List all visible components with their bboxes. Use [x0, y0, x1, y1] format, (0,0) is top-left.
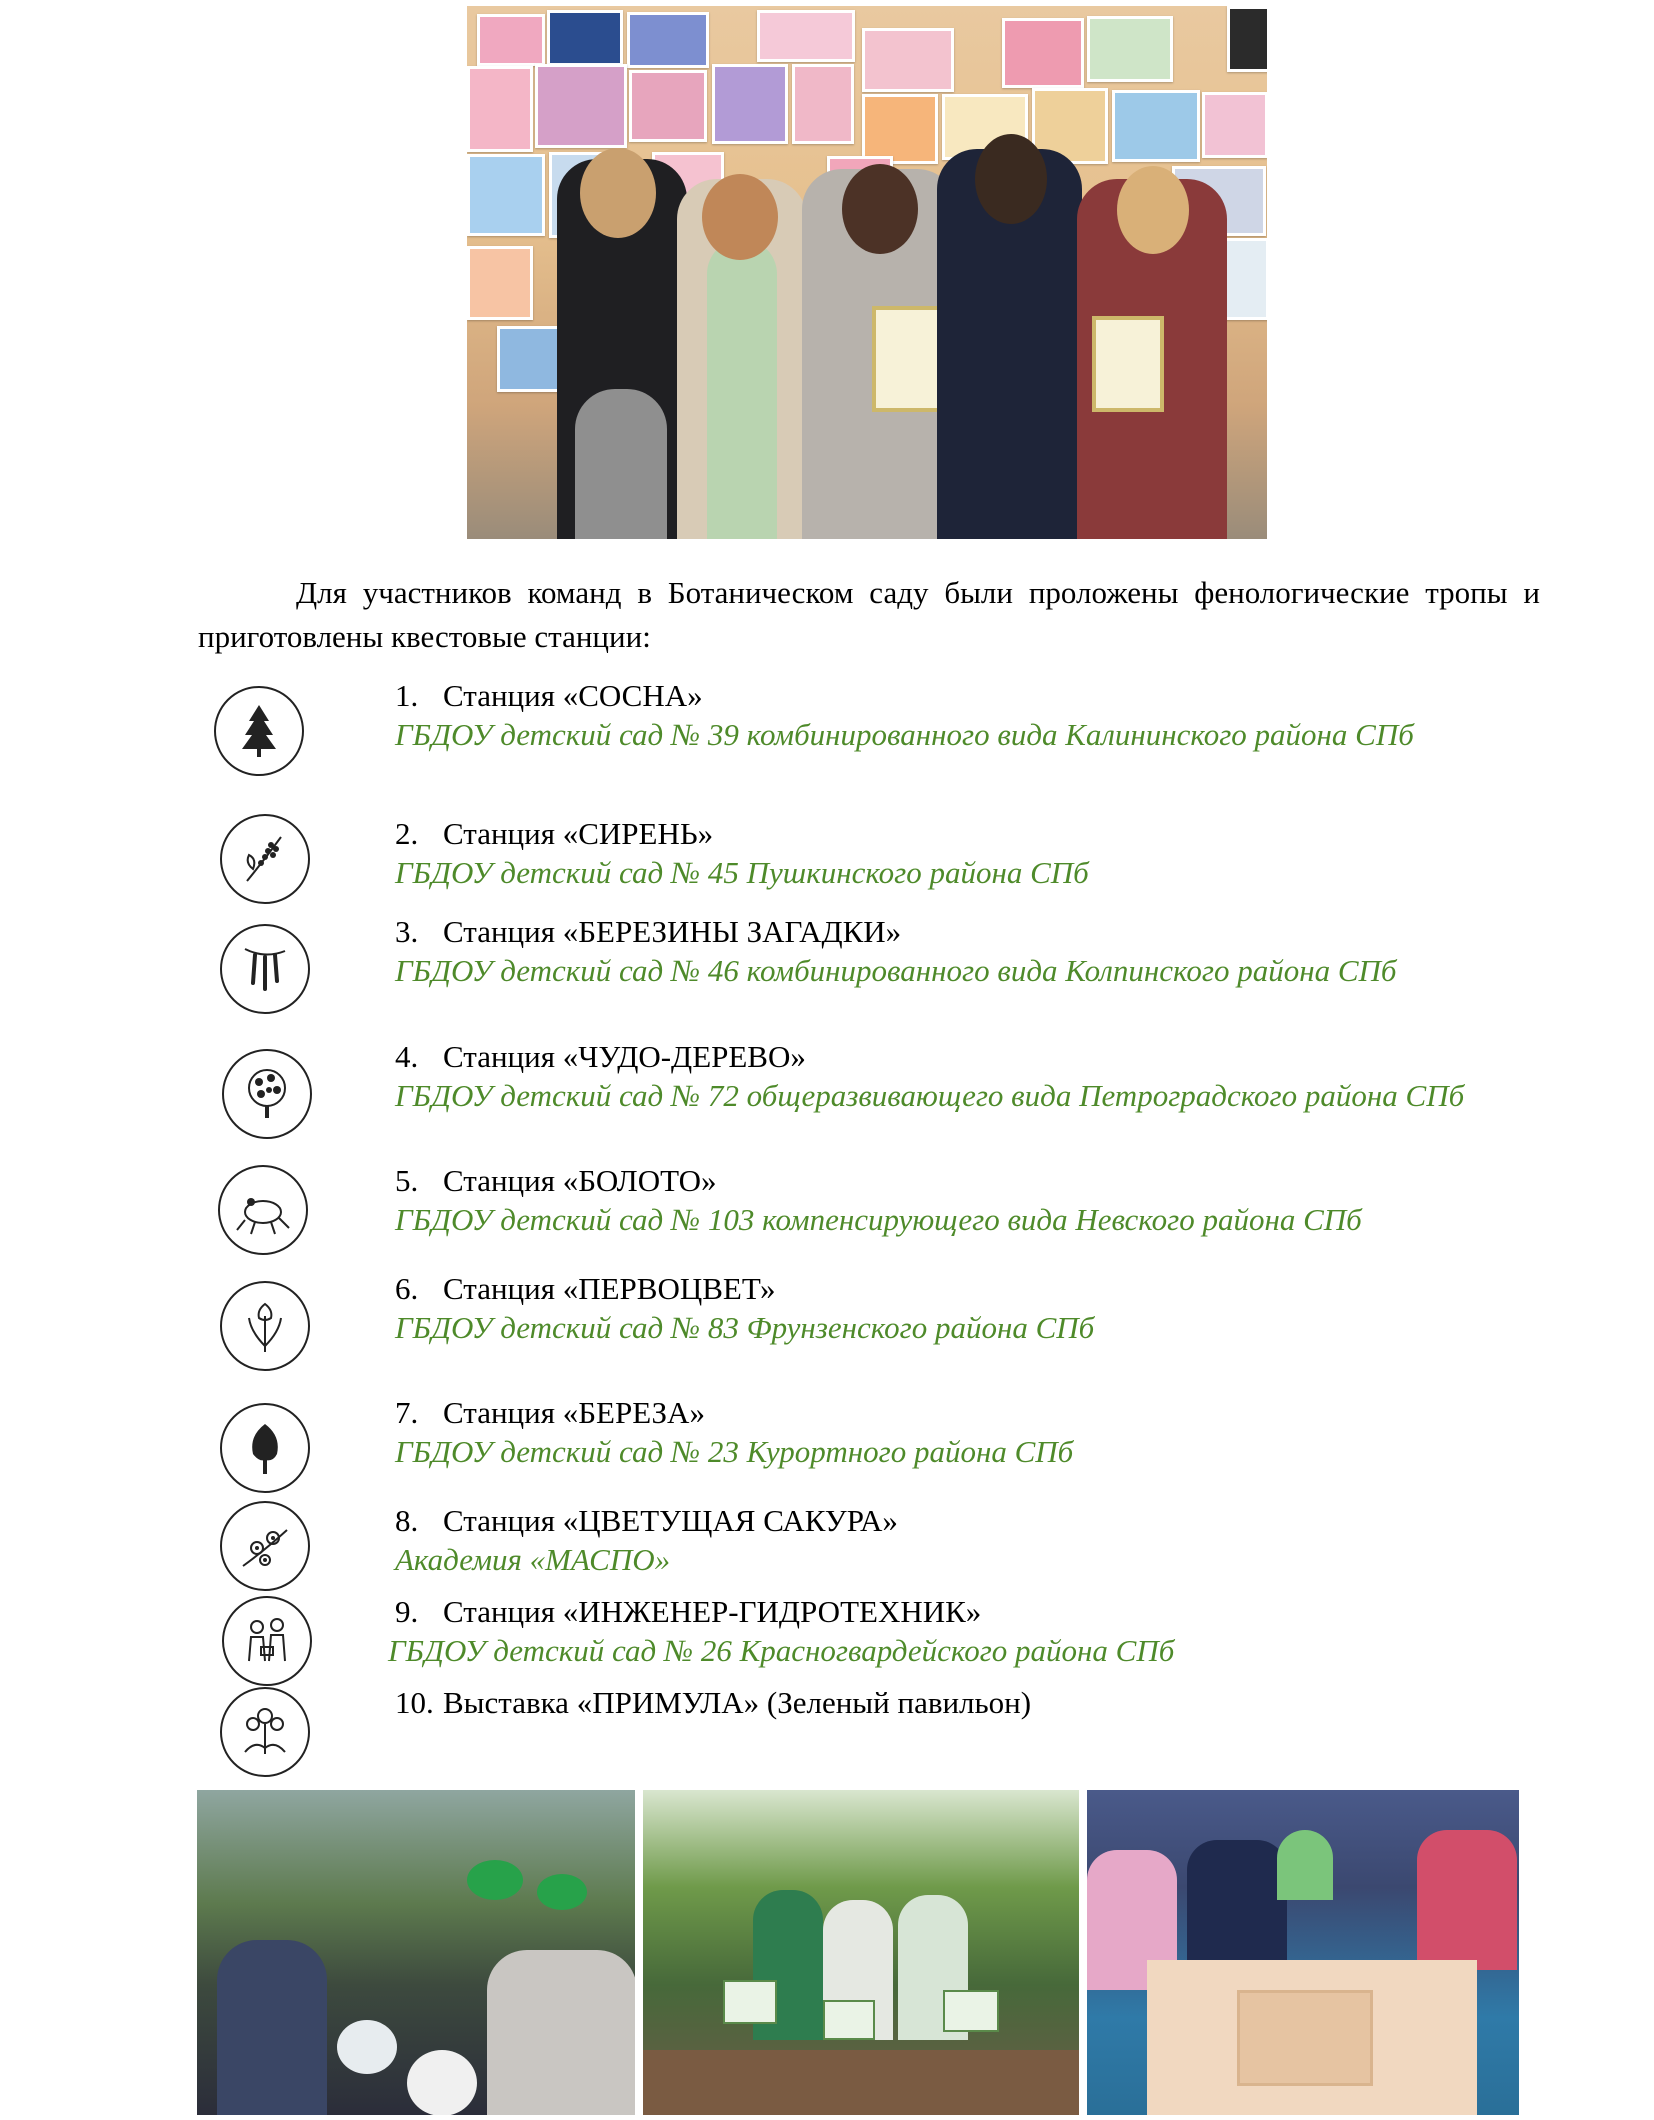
poster [1227, 6, 1267, 72]
station-name: Станция «ЧУДО-ДЕРЕВО» [443, 1039, 806, 1074]
station-organization: ГБДОУ детский сад № 46 комбинированного вида Колпинского района СПб [395, 953, 1397, 988]
engineers-icon [222, 1596, 312, 1686]
painting [629, 70, 707, 142]
photo-station-team [643, 1790, 1079, 2115]
station-name: Станция «ИНЖЕНЕР-ГИДРОТЕХНИК» [443, 1594, 982, 1629]
station-title [395, 1393, 705, 1433]
poster [723, 1980, 777, 2024]
wonder-tree-icon [222, 1049, 312, 1139]
person-head [975, 134, 1047, 224]
station-number: 7. [395, 1395, 419, 1430]
station-title [395, 1269, 776, 1309]
painting [467, 154, 545, 236]
pine-tree-icon [214, 686, 304, 776]
painting [1002, 18, 1084, 88]
station-organization: ГБДОУ детский сад № 72 общеразвивающего вида Петроградского района СПб [395, 1078, 1465, 1113]
station-organization: ГБДОУ детский сад № 26 Красногвардейского района СПб [388, 1633, 1175, 1668]
child [1187, 1840, 1287, 1980]
station-organization: ГБДОУ детский сад № 23 Курортного района СПб [395, 1434, 1074, 1469]
photo-children-building-blocks [1087, 1790, 1519, 2115]
station-title [395, 676, 703, 716]
painting [1112, 90, 1200, 162]
station-number: 3. [395, 914, 419, 949]
lilac-icon [220, 814, 310, 904]
painting [535, 64, 627, 148]
station-name: Станция «БЕРЕЗА» [443, 1395, 705, 1430]
photo-children-in-garden [197, 1790, 635, 2115]
painting [547, 10, 623, 66]
station-name: Станция «СОСНА» [443, 678, 703, 713]
station-name: Станция «БОЛОТО» [443, 1163, 717, 1198]
painting [792, 64, 854, 144]
station-organization: ГБДОУ детский сад № 39 комбинированного вида Калининского района СПб [395, 717, 1414, 752]
painting [467, 246, 533, 320]
frog-icon [218, 1165, 308, 1255]
station-number: 4. [395, 1039, 419, 1074]
wooden-blocks [1237, 1990, 1373, 2086]
station-number: 1. [395, 678, 419, 713]
station-number: 9. [395, 1594, 419, 1629]
person-head [580, 148, 656, 238]
station-title [395, 1592, 981, 1632]
station-number: 5. [395, 1163, 419, 1198]
birch-catkins-icon [220, 924, 310, 1014]
station-title [395, 814, 713, 854]
person-top [707, 239, 777, 539]
painting [477, 14, 545, 66]
station-organization: ГБДОУ детский сад № 45 Пушкинского района СПб [395, 855, 1089, 890]
green-cap [467, 1860, 523, 1900]
station-title [395, 912, 901, 952]
station-title [395, 1161, 717, 1201]
station-name: Станция «СИРЕНЬ» [443, 816, 714, 851]
station-number: 10. [395, 1685, 434, 1720]
station-name: Выставка «ПРИМУЛА» (Зеленый павильон) [443, 1685, 1032, 1720]
top-group-photo [467, 6, 1267, 539]
station-organization: ГБДОУ детский сад № 103 компенсирующего вида Невского района СПб [395, 1202, 1362, 1237]
painting [1087, 16, 1173, 82]
child-hat [337, 2020, 397, 2074]
person [217, 1940, 327, 2115]
certificate [1092, 316, 1164, 412]
station-name: Станция «ПЕРВОЦВЕТ» [443, 1271, 776, 1306]
painting [467, 66, 533, 152]
painting [757, 10, 855, 62]
birch-tree-icon [220, 1403, 310, 1493]
table [643, 2050, 1079, 2115]
poster [943, 1990, 999, 2032]
child [1417, 1830, 1517, 1970]
painting [627, 12, 709, 68]
person-head [702, 174, 778, 260]
person-trousers [575, 389, 667, 539]
station-name: Станция «ЦВЕТУЩАЯ САКУРА» [443, 1503, 898, 1538]
station-title [395, 1683, 1031, 1723]
station-organization: ГБДОУ детский сад № 83 Фрунзенского района СПб [395, 1310, 1095, 1345]
child [1277, 1830, 1333, 1900]
painting [862, 94, 938, 164]
person [487, 1950, 635, 2115]
station-name: Станция «БЕРЕЗИНЫ ЗАГАДКИ» [443, 914, 902, 949]
intro-text: Для участников команд в Ботаническом саду были проложены фенологические тропы и приготовлены квестовые станции: [198, 575, 1540, 654]
snowdrop-icon [220, 1281, 310, 1371]
station-title [395, 1501, 898, 1541]
station-number: 8. [395, 1503, 419, 1538]
station-title [395, 1037, 806, 1077]
person-head [842, 164, 918, 254]
station-number: 2. [395, 816, 419, 851]
poster [823, 2000, 875, 2040]
person-head [1117, 166, 1189, 254]
station-organization: Академия «МАСПО» [395, 1542, 671, 1577]
painting [1202, 92, 1267, 158]
painting [712, 64, 788, 144]
station-number: 6. [395, 1271, 419, 1306]
primrose-icon [220, 1687, 310, 1777]
sakura-branch-icon [220, 1501, 310, 1591]
child-hat [407, 2050, 477, 2115]
painting [862, 28, 954, 92]
green-cap [537, 1874, 587, 1910]
intro-paragraph [198, 571, 1540, 659]
